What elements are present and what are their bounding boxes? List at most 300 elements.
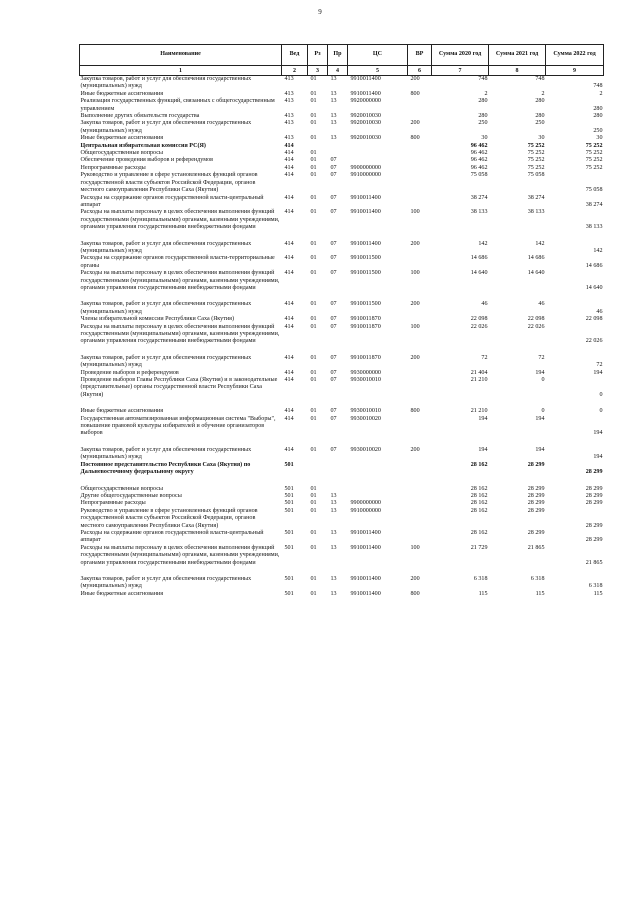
table-row	[80, 270, 604, 292]
cell-name: Обеспечение проведения выборов и референдумов	[80, 157, 214, 164]
cell-pr	[328, 143, 348, 150]
table-row	[80, 591, 604, 598]
cell-sum-2020: 46	[481, 301, 488, 308]
table-row	[80, 486, 604, 493]
table-row	[80, 493, 604, 500]
cell-name: Закупка товаров, работ и услуг для обеспечения государственных (муниципальных) нужд	[80, 240, 252, 254]
cell-sum-2022: 75 058	[585, 187, 603, 194]
cell-pr: 13	[330, 113, 337, 120]
cell-sum-2022: 75 252	[585, 157, 603, 164]
cell-sum-2020: 21 729	[470, 544, 488, 551]
cell-cs: 9930000000	[350, 369, 381, 376]
cell-sum-2021: 75 058	[527, 172, 545, 179]
cell-name: Постоянное представительство Республики Саха (Якутия) по Дальневосточному федеральному округу	[80, 461, 251, 476]
header-vr: ВР	[408, 45, 432, 66]
spacer-cell	[80, 567, 604, 576]
table-row	[80, 316, 604, 323]
cell-sum-2021: 194	[535, 446, 545, 453]
cell-name: Расходы на содержание органов государственной власти-территориальные органы	[80, 255, 275, 269]
cell-sum-2022: 46	[596, 308, 603, 315]
cell-sum-2022: 14 640	[585, 284, 603, 291]
cell-rz	[308, 462, 328, 477]
table-body	[80, 76, 604, 599]
cell-cs: 9910011400	[350, 209, 381, 216]
cell-sum-2021: 21 865	[527, 544, 545, 551]
cell-sum-2021: 75 252	[527, 150, 545, 157]
cell-sum-2022: 28 299	[585, 469, 603, 476]
cell-sum-2022: 38 133	[585, 224, 603, 231]
cell-name: Руководство и управление в сфере установленных функций органов государственной власти субъектов Российской Федерации, органов местного самоуправления Республики Саха (Якутия)	[80, 507, 258, 529]
cell-ved: 414	[284, 415, 294, 422]
cell-sum-2022: 28 299	[585, 492, 603, 499]
table-row	[80, 195, 604, 210]
cell-ved: 413	[284, 76, 294, 82]
cell-cs	[348, 143, 408, 150]
table-row	[80, 172, 604, 194]
cell-sum-2021: 14 686	[527, 255, 545, 262]
cell-sum-2022: 6 318	[588, 583, 603, 590]
cell-name: Проведение выборов и референдумов	[80, 369, 179, 376]
cell-ved: 501	[284, 529, 294, 536]
cell-sum-2021: 75 252	[527, 164, 545, 171]
cell-sum-2020: 28 162	[470, 492, 488, 499]
cell-name: Расходы на выплаты персоналу в целях обеспечения выполнения функций государственными (муниципальными) органами, казенными учреждениями, органами управления государственными внебюджетными фондами	[80, 270, 280, 291]
header-sum-2022: Сумма 2022 год	[546, 45, 604, 66]
cell-vr: 200	[410, 120, 420, 127]
table-row	[80, 508, 604, 530]
cell-sum-2022: 748	[593, 83, 603, 90]
cell-sum-2022: 28 299	[585, 522, 603, 529]
cell-cs: 9920010030	[350, 135, 381, 142]
cell-ved: 414	[284, 164, 294, 171]
cell-pr: 13	[330, 500, 337, 507]
table-row	[80, 301, 604, 316]
cell-cs: 9900000000	[350, 500, 381, 507]
cell-name: Общегосударственные вопросы	[80, 150, 164, 157]
cell-sum-2020: 250	[478, 120, 488, 127]
cell-cs: 9920010030	[350, 113, 381, 120]
cell-sum-2020: 96 462	[470, 157, 488, 164]
cell-cs: 9910000000	[350, 507, 381, 514]
table-row	[80, 377, 604, 399]
table-row	[80, 324, 604, 346]
cell-sum-2022: 28 299	[585, 485, 603, 492]
cell-sum-2020: 96 462	[470, 142, 488, 149]
header-name: Наименование	[80, 45, 282, 66]
cell-name: Непрограммные расходы	[80, 164, 146, 171]
cell-sum-2020: 194	[478, 415, 488, 422]
cell-ved: 501	[284, 544, 294, 551]
cell-pr: 07	[330, 194, 337, 201]
cell-sum-2022: 22 098	[585, 316, 603, 323]
cell-sum-2022: 38 274	[585, 201, 603, 208]
cell-ved: 413	[284, 120, 294, 127]
cell-sum-2022: 72	[596, 362, 603, 369]
cell-sum-2020: 30	[481, 135, 488, 142]
cell-cs	[348, 462, 408, 477]
cell-rz: 01	[310, 120, 317, 127]
cell-rz: 01	[310, 323, 317, 330]
cell-vr: 100	[410, 209, 420, 216]
cell-ved: 501	[284, 500, 294, 507]
cell-sum-2021: 748	[535, 76, 545, 82]
cell-name: Другие общегосударственные вопросы	[80, 492, 182, 499]
cell-sum-2020: 38 133	[470, 209, 488, 216]
cell-sum-2021: 28 299	[527, 485, 545, 492]
cell-ved: 414	[284, 377, 294, 384]
cell-pr: 13	[330, 590, 337, 597]
cell-name: Закупка товаров, работ и услуг для обеспечения государственных (муниципальных) нужд	[80, 301, 252, 315]
cell-ved: 501	[284, 575, 294, 582]
table-row	[80, 98, 604, 113]
cell-sum-2020: 28 162	[470, 507, 488, 514]
cell-vr: 200	[410, 446, 420, 453]
cell-name: Иные бюджетные ассигнования	[80, 135, 164, 142]
cell-sum-2022: 142	[593, 247, 603, 254]
cell-pr: 07	[330, 408, 337, 415]
cell-pr: 13	[330, 492, 337, 499]
cell-vr	[408, 98, 432, 113]
cell-cs: 9930010010	[350, 408, 381, 415]
cell-rz: 01	[310, 485, 317, 492]
header-sum-2020: Сумма 2020 год	[432, 45, 489, 66]
cell-name: Реализация государственных функций, связанных с общегосударственным управлением	[80, 98, 275, 112]
cell-vr: 200	[410, 301, 420, 308]
cell-sum-2021: 30	[538, 135, 545, 142]
cell-cs: 9910011400	[350, 590, 381, 597]
row-spacer	[80, 477, 604, 486]
cell-sum-2022: 22 026	[585, 338, 603, 345]
cell-sum-2022: 194	[593, 369, 603, 376]
cell-sum-2021: 75 252	[527, 157, 545, 164]
cell-vr	[408, 500, 432, 507]
cell-ved: 413	[284, 113, 294, 120]
cell-sum-2020: 21 210	[470, 377, 488, 384]
column-number-row	[80, 66, 604, 76]
cell-pr: 07	[330, 415, 337, 422]
spacer-cell	[80, 399, 604, 408]
cell-name: Руководство и управление в сфере установленных функций органов государственной власти субъектов Российской Федерации, органов местного самоуправления Республики Саха (Якутия)	[80, 172, 258, 194]
cell-sum-2021: 142	[535, 240, 545, 247]
cell-cs: 9910011870	[350, 323, 381, 330]
cell-pr: 13	[330, 529, 337, 536]
column-number: 5	[348, 66, 408, 76]
cell-sum-2020: 28 162	[470, 500, 488, 507]
cell-name: Закупка товаров, работ и услуг для обеспечения государственных (муниципальных) нужд	[80, 76, 252, 90]
header-cs: ЦС	[348, 45, 408, 66]
cell-sum-2020: 28 162	[470, 529, 488, 536]
cell-name: Общегосударственные вопросы	[80, 485, 164, 492]
cell-vr: 100	[410, 323, 420, 330]
column-number: 1	[80, 66, 282, 76]
cell-cs: 9900000000	[350, 164, 381, 171]
cell-sum-2021: 28 299	[527, 507, 545, 514]
cell-pr: 07	[330, 377, 337, 384]
table-row	[80, 255, 604, 270]
column-number: 9	[546, 66, 604, 76]
cell-cs: 9910011870	[350, 354, 381, 361]
cell-cs	[348, 486, 408, 493]
page-number: 9	[318, 8, 322, 16]
cell-cs: 9910011400	[350, 575, 381, 582]
cell-sum-2022: 21 865	[585, 559, 603, 566]
cell-sum-2021: 46	[538, 301, 545, 308]
cell-ved: 414	[284, 142, 294, 149]
spacer-cell	[80, 232, 604, 241]
cell-pr: 07	[330, 172, 337, 179]
cell-vr	[408, 370, 432, 377]
cell-sum-2020: 194	[478, 446, 488, 453]
row-spacer	[80, 399, 604, 408]
cell-cs	[348, 493, 408, 500]
cell-sum-2021: 38 274	[527, 194, 545, 201]
cell-cs: 9930010010	[350, 377, 381, 384]
cell-ved: 414	[284, 408, 294, 415]
cell-sum-2021: 28 299	[527, 529, 545, 536]
cell-vr	[408, 486, 432, 493]
cell-name: Проведение выборов Главы Республики Саха (Якутия) и в законодательные (представительные) органы государственной власти Республики Саха (Якутия)	[80, 377, 278, 398]
table-row	[80, 355, 604, 370]
cell-pr: 07	[330, 240, 337, 247]
cell-name: Закупка товаров, работ и услуг для обеспечения государственных (муниципальных) нужд	[80, 575, 252, 590]
cell-cs: 9910011400	[350, 544, 381, 551]
cell-rz: 01	[310, 316, 317, 323]
cell-rz: 01	[310, 377, 317, 384]
cell-pr: 13	[330, 507, 337, 514]
cell-vr: 200	[410, 575, 420, 582]
cell-pr: 07	[330, 323, 337, 330]
cell-sum-2020: 22 098	[470, 316, 488, 323]
cell-ved: 501	[284, 461, 294, 468]
cell-sum-2020: 21 404	[470, 369, 488, 376]
cell-sum-2020: 2	[484, 90, 488, 97]
table-row	[80, 408, 604, 415]
cell-pr: 07	[330, 446, 337, 453]
cell-name: Иные бюджетные ассигнования	[80, 590, 164, 597]
cell-vr: 100	[410, 544, 420, 551]
table-row	[80, 209, 604, 231]
cell-cs: 9920000000	[350, 98, 381, 105]
cell-sum-2020: 6 318	[473, 575, 488, 582]
cell-sum-2021: 14 640	[527, 270, 545, 277]
cell-cs: 9920010030	[350, 120, 381, 127]
cell-sum-2021: 28 299	[527, 500, 545, 507]
cell-pr: 13	[330, 90, 337, 97]
cell-ved: 414	[284, 301, 294, 308]
cell-ved: 414	[284, 255, 294, 262]
cell-sum-2022: 194	[593, 454, 603, 461]
cell-sum-2021: 2	[541, 90, 545, 97]
cell-cs: 9910011870	[350, 316, 381, 323]
cell-sum-2022: 280	[593, 105, 603, 112]
cell-rz: 01	[310, 240, 317, 247]
cell-name: Центральная избирательная комиссия РС(Я)	[80, 142, 206, 149]
column-number: 4	[328, 66, 348, 76]
spacer-cell	[80, 438, 604, 447]
cell-rz: 01	[310, 446, 317, 453]
cell-sum-2022: 14 686	[585, 262, 603, 269]
cell-name: Закупка товаров, работ и услуг для обеспечения государственных (муниципальных) нужд	[80, 446, 252, 461]
cell-cs: 9910011500	[350, 301, 381, 308]
cell-sum-2020: 280	[478, 98, 488, 105]
cell-vr	[408, 165, 432, 172]
cell-vr	[408, 377, 432, 399]
cell-sum-2020: 280	[478, 113, 488, 120]
cell-vr	[408, 493, 432, 500]
cell-name: Расходы на содержание органов государственной власти-центральный аппарат	[80, 529, 264, 544]
table-row	[80, 120, 604, 135]
cell-sum-2021: 22 098	[527, 316, 545, 323]
cell-cs: 9910011400	[350, 529, 381, 536]
cell-rz: 01	[310, 590, 317, 597]
cell-cs: 9910011400	[350, 76, 381, 82]
column-number: 8	[489, 66, 546, 76]
cell-ved: 414	[284, 157, 294, 164]
cell-sum-2020: 72	[481, 354, 488, 361]
cell-sum-2021: 38 133	[527, 209, 545, 216]
cell-pr: 07	[330, 369, 337, 376]
cell-rz: 01	[310, 301, 317, 308]
spacer-cell	[80, 477, 604, 486]
table-row	[80, 76, 604, 91]
cell-sum-2021: 194	[535, 369, 545, 376]
cell-rz: 01	[310, 194, 317, 201]
cell-ved: 414	[284, 316, 294, 323]
cell-rz: 01	[310, 575, 317, 582]
cell-name: Закупка товаров, работ и услуг для обеспечения государственных (муниципальных) нужд	[80, 354, 252, 369]
cell-cs	[348, 157, 408, 164]
cell-vr	[408, 530, 432, 545]
cell-vr: 800	[410, 590, 420, 597]
table-row	[80, 500, 604, 507]
cell-pr: 07	[330, 209, 337, 216]
cell-vr: 800	[410, 135, 420, 142]
cell-sum-2021: 22 026	[527, 323, 545, 330]
cell-sum-2020: 96 462	[470, 164, 488, 171]
cell-rz: 01	[310, 98, 317, 105]
column-number: 2	[282, 66, 308, 76]
cell-sum-2022: 75 252	[585, 142, 603, 149]
cell-sum-2022: 2	[599, 90, 603, 97]
cell-ved: 501	[284, 590, 294, 597]
table-row	[80, 143, 604, 150]
cell-sum-2020: 115	[478, 590, 488, 597]
cell-rz: 01	[310, 544, 317, 551]
header-ved: Вед	[282, 45, 308, 66]
table-row	[80, 530, 604, 545]
cell-vr	[408, 172, 432, 194]
cell-sum-2020: 96 462	[470, 150, 488, 157]
table-row	[80, 447, 604, 462]
cell-vr: 200	[410, 354, 420, 361]
cell-rz: 01	[310, 209, 317, 216]
cell-name: Закупка товаров, работ и услуг для обеспечения государственных (муниципальных) нужд	[80, 120, 252, 134]
cell-sum-2020: 38 274	[470, 194, 488, 201]
cell-vr	[408, 508, 432, 530]
cell-name: Расходы на выплаты персоналу в целях обеспечения выполнения функций государственными (муниципальными) органами, казенными учреждениями, органами управления государственными внебюджетными фондами	[80, 323, 280, 345]
cell-sum-2022: 250	[593, 127, 603, 134]
table-row	[80, 416, 604, 438]
cell-rz: 01	[310, 507, 317, 514]
row-spacer	[80, 567, 604, 576]
cell-ved: 414	[284, 270, 294, 277]
table-row	[80, 370, 604, 377]
cell-pr: 07	[330, 157, 337, 164]
table-row	[80, 545, 604, 567]
cell-rz: 01	[310, 500, 317, 507]
cell-name: Иные бюджетные ассигнования	[80, 408, 164, 415]
cell-rz: 01	[310, 150, 317, 157]
cell-ved: 414	[284, 194, 294, 201]
cell-rz: 01	[310, 369, 317, 376]
cell-rz: 01	[310, 408, 317, 415]
cell-pr	[328, 486, 348, 493]
cell-name: Расходы на содержание органов государственной власти-центральный аппарат	[80, 194, 264, 208]
cell-sum-2021: 28 299	[527, 461, 545, 468]
cell-sum-2020: 22 026	[470, 323, 488, 330]
cell-ved: 413	[284, 98, 294, 105]
cell-vr	[408, 157, 432, 164]
cell-sum-2020: 748	[478, 76, 488, 82]
cell-cs: 9910011500	[350, 270, 381, 277]
cell-pr: 13	[330, 76, 337, 82]
cell-sum-2021: 75 252	[527, 142, 545, 149]
row-spacer	[80, 346, 604, 355]
cell-sum-2020: 75 058	[470, 172, 488, 179]
cell-rz: 01	[310, 492, 317, 499]
cell-ved: 414	[284, 369, 294, 376]
cell-rz: 01	[310, 255, 317, 262]
row-spacer	[80, 232, 604, 241]
cell-vr: 100	[410, 270, 420, 277]
cell-ved: 414	[284, 354, 294, 361]
cell-ved: 414	[284, 240, 294, 247]
cell-sum-2021: 250	[535, 120, 545, 127]
cell-vr	[408, 462, 432, 477]
column-number: 7	[432, 66, 489, 76]
cell-pr: 13	[330, 575, 337, 582]
cell-pr: 07	[330, 354, 337, 361]
cell-vr	[408, 195, 432, 210]
cell-pr: 07	[330, 301, 337, 308]
cell-sum-2020: 28 162	[470, 461, 488, 468]
cell-sum-2022: 75 252	[585, 150, 603, 157]
cell-ved: 413	[284, 90, 294, 97]
cell-vr	[408, 150, 432, 157]
cell-rz: 01	[310, 415, 317, 422]
budget-table	[79, 44, 604, 598]
cell-pr: 13	[330, 135, 337, 142]
cell-pr: 13	[330, 544, 337, 551]
cell-rz: 01	[310, 270, 317, 277]
cell-vr	[408, 113, 432, 120]
cell-rz	[308, 143, 328, 150]
cell-vr	[408, 255, 432, 270]
cell-cs: 9910011400	[350, 194, 381, 201]
cell-vr	[408, 316, 432, 323]
cell-cs: 9930010020	[350, 415, 381, 422]
cell-pr	[328, 462, 348, 477]
cell-sum-2020: 14 686	[470, 255, 488, 262]
cell-pr: 13	[330, 98, 337, 105]
cell-ved: 501	[284, 507, 294, 514]
cell-name: Иные бюджетные ассигнования	[80, 90, 164, 97]
cell-ved: 414	[284, 150, 294, 157]
cell-name: Расходы на выплаты персоналу в целях обеспечения выполнения функций государственными (муниципальными) органами, казенными учреждениями, органами управления государственными внебюджетными фондами	[80, 544, 280, 566]
cell-rz: 01	[310, 529, 317, 536]
cell-pr	[328, 150, 348, 157]
cell-sum-2020: 28 162	[470, 485, 488, 492]
